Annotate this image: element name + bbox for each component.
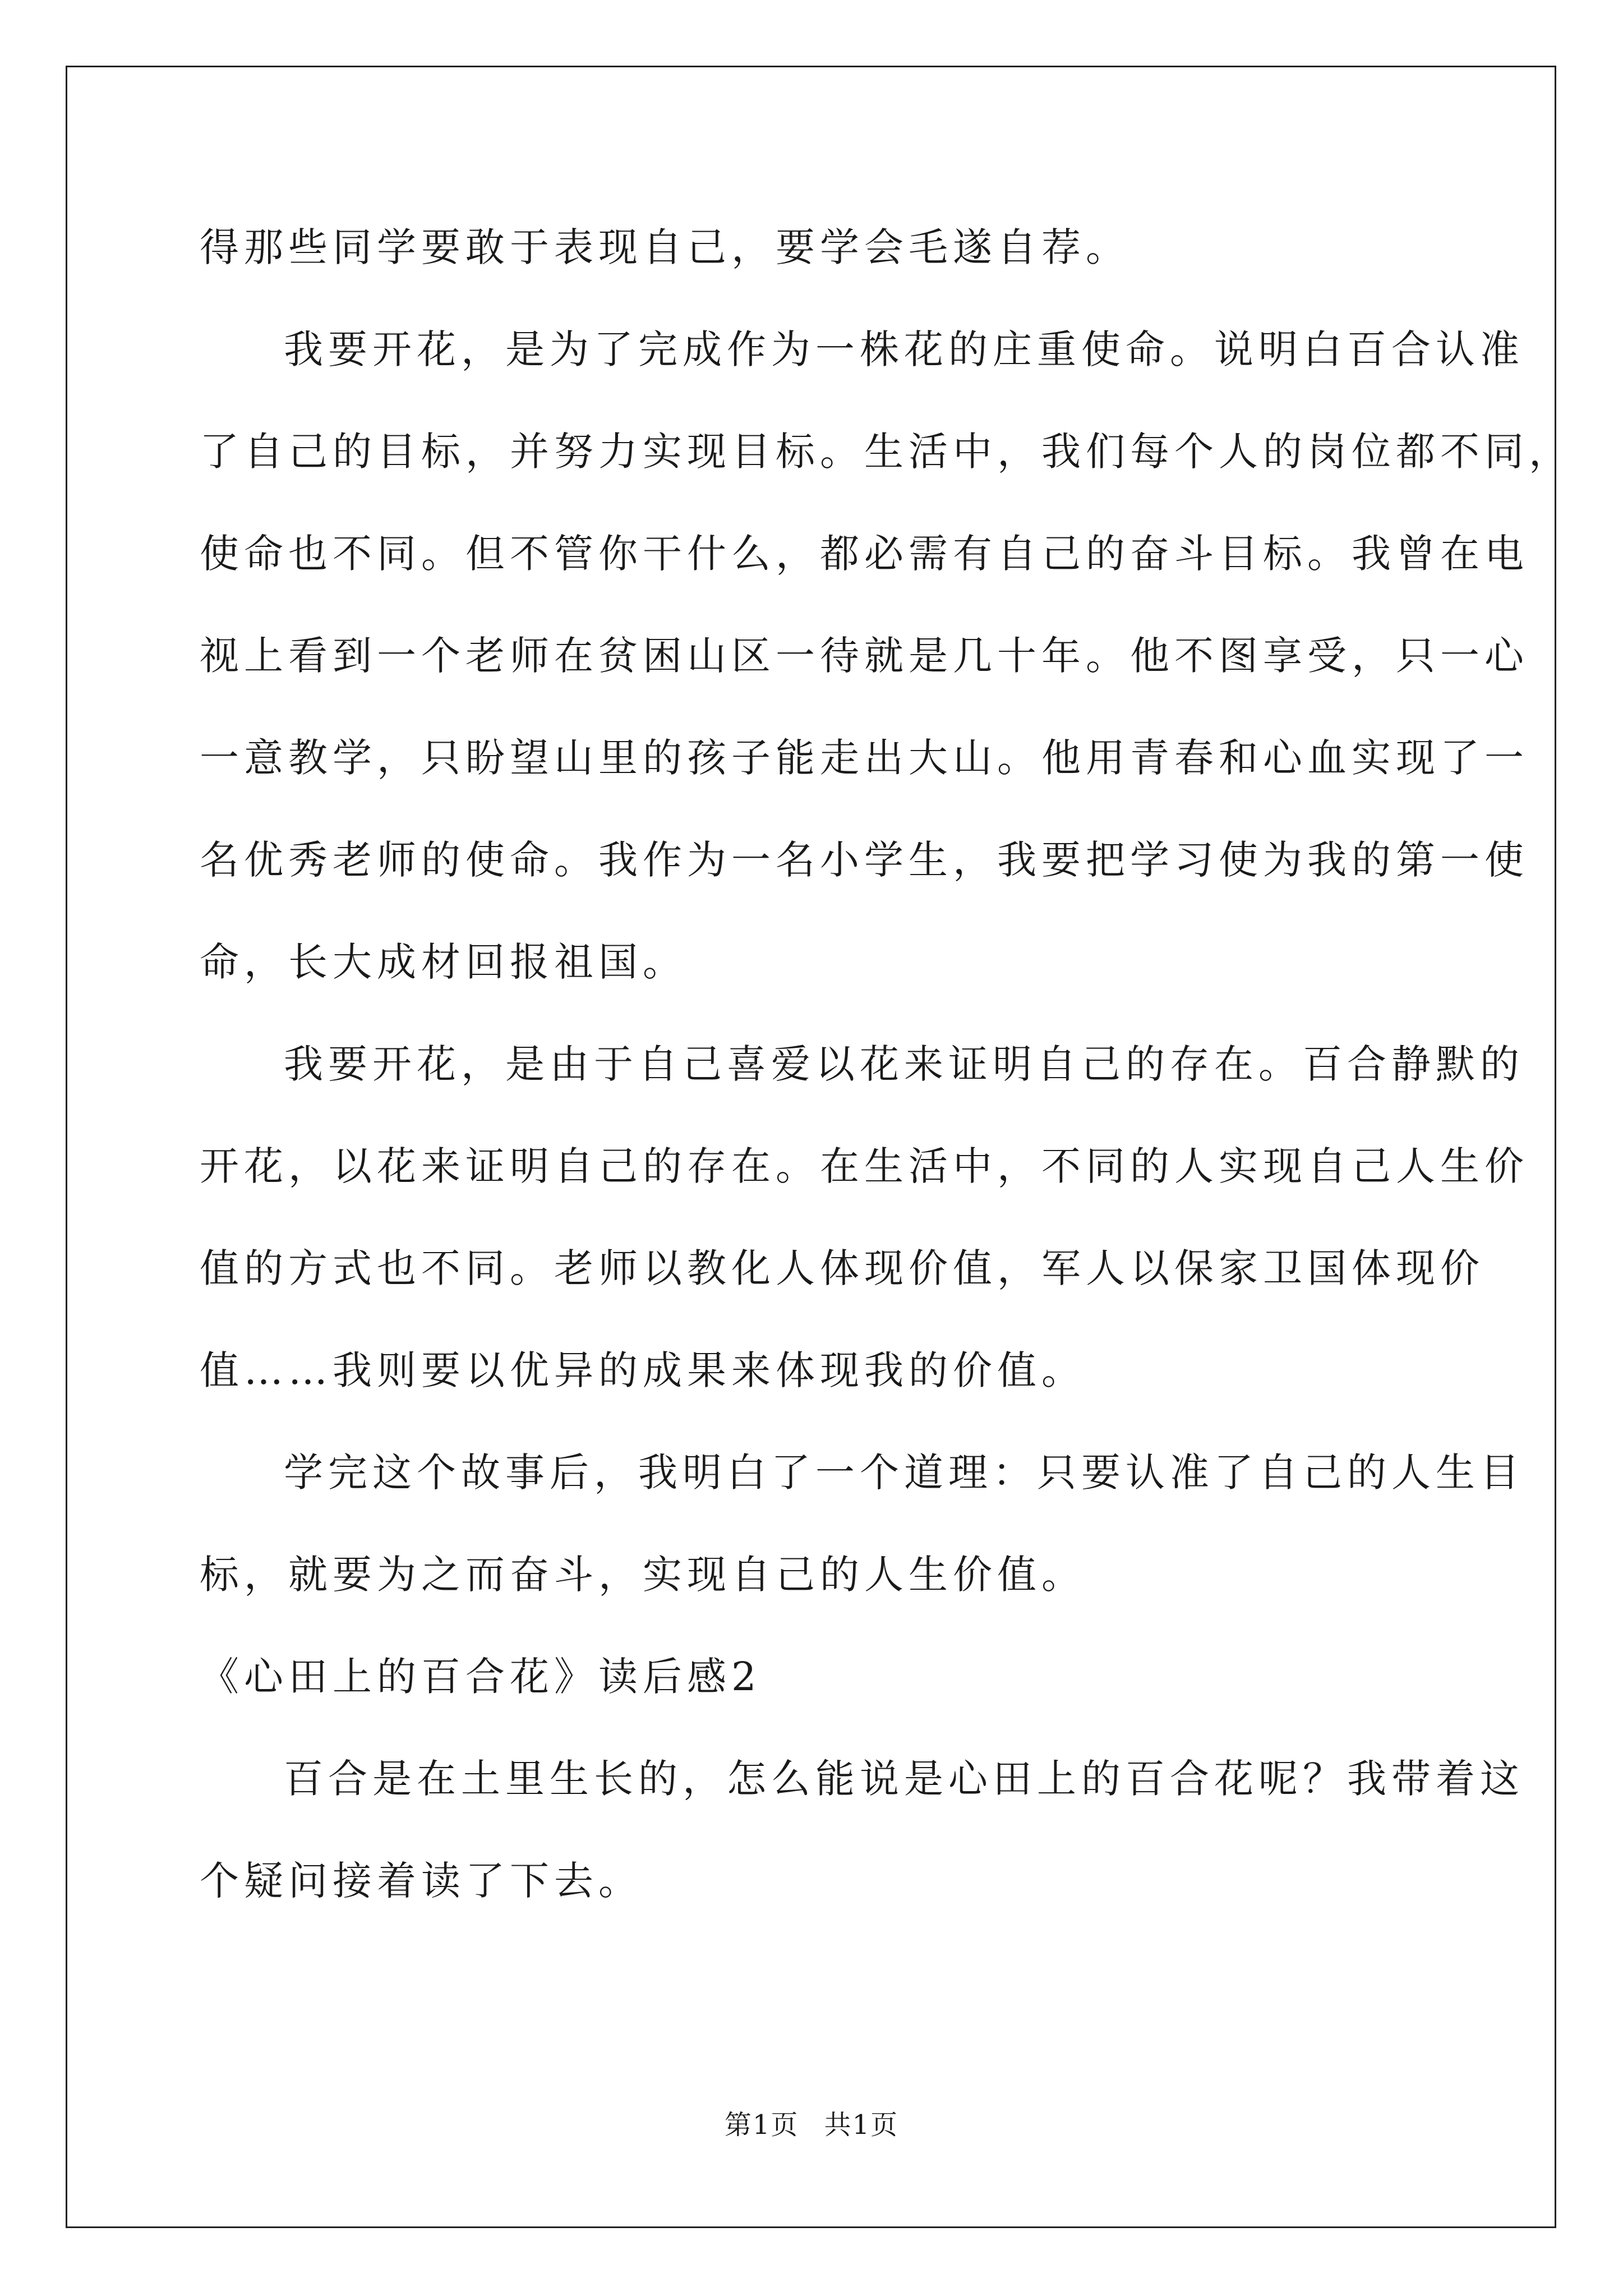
text-line-4: 使命也不同。但不管你干什么，都必需有自己的奋斗目标。我曾在电 bbox=[200, 531, 1529, 577]
text-line-17: 个疑问接着读了下去。 bbox=[200, 1858, 643, 1904]
text-line-10: 开花，以花来证明自己的存在。在生活中，不同的人实现自己人生价 bbox=[200, 1143, 1529, 1189]
text-line-11: 值的方式也不同。老师以教化人体现价值，军人以保家卫国体现价 bbox=[200, 1245, 1484, 1291]
text-line-13: 学完这个故事后，我明白了一个道理：只要认准了自己的人生目 bbox=[284, 1450, 1524, 1496]
text-line-3: 了自己的目标，并努力实现目标。生活中，我们每个人的岗位都不同， bbox=[200, 429, 1573, 475]
page-footer bbox=[0, 2108, 1623, 2142]
text-line-2: 我要开花，是为了完成作为一株花的庄重使命。说明白百合认准 bbox=[284, 326, 1524, 372]
text-line-7: 名优秀老师的使命。我作为一名小学生，我要把学习使为我的第一使 bbox=[200, 837, 1529, 883]
text-line-1: 得那些同学要敢于表现自己，要学会毛遂自荐。 bbox=[200, 224, 1130, 270]
text-line-12: 值……我则要以优异的成果来体现我的价值。 bbox=[200, 1347, 1086, 1393]
section-heading: 《心田上的百合花》读后感2 bbox=[200, 1654, 762, 1700]
text-line-9: 我要开花，是由于自己喜爱以花来证明自己的存在。百合静默的 bbox=[284, 1041, 1524, 1087]
text-line-6: 一意教学，只盼望山里的孩子能走出大山。他用青春和心血实现了一 bbox=[200, 735, 1529, 781]
page-number-total: 共1页 bbox=[824, 2109, 899, 2141]
text-line-8: 命，长大成材回报祖国。 bbox=[200, 939, 687, 985]
document-body bbox=[200, 196, 1573, 1932]
text-line-16: 百合是在土里生长的，怎么能说是心田上的百合花呢？我带着这 bbox=[284, 1756, 1524, 1802]
page-number-current: 第1页 bbox=[724, 2109, 799, 2141]
text-line-5: 视上看到一个老师在贫困山区一待就是几十年。他不图享受，只一心 bbox=[200, 633, 1529, 679]
text-line-14: 标，就要为之而奋斗，实现自己的人生价值。 bbox=[200, 1552, 1086, 1598]
